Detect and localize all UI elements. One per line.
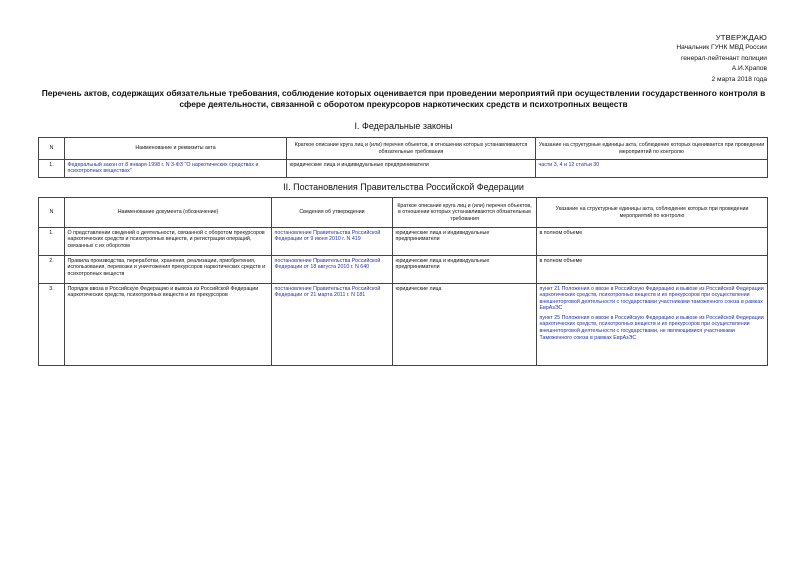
approval-link[interactable]: постановление Правительства Российской Федерации от 9 июня 2010 г. N 419 [272,228,393,256]
table-header-row [39,138,768,160]
row-structural-units [537,284,768,366]
row-persons: юридические лица и индивидуальные предприниматели [287,160,536,178]
row-document-name: О представлении сведений о деятельности, связанной с оборотом прекурсоров наркотических средств и психотропных веществ, и регистрации операций, связанных с их оборотом [65,228,272,256]
section-title-government-decrees: II. Постановления Правительства Российской Федерации [283,182,524,192]
table-row [39,228,768,256]
row-num: 2. [39,256,65,284]
table-header-row [39,198,768,228]
approval-link[interactable]: постановление Правительства Российской Федерации от 21 марта 2011 г. N 181 [272,284,393,366]
table-row [39,256,768,284]
row-num: 1. [39,160,65,178]
table-row [39,160,768,178]
header-document-name: Наименование документа (обозначение) [65,198,272,228]
structural-unit-link[interactable]: пункт 25 Положения о ввозе в Российскую Федерацию и вывозе из Российской Федерации наркотических средств, психотропных веществ и их прекурсоров при осуществлении внешнеторговой деятельности с государствами, не являющимися участниками Таможенного союза в рамках ЕврАзЭС [539,314,764,341]
structural-unit-link[interactable]: пункт 21 Положения о ввозе в Российскую Федерацию и вывозе из Российской Федерации наркотических средств, психотропных веществ и их прекурсоров при осуществлении внешнеторговой деятельности с государствами участниками таможенного союза в рамках ЕврАзЭС [539,285,764,312]
approval-block [676,33,767,85]
approval-rank: генерал-лейтенант полиции [681,54,767,62]
row-document-name: Порядок ввоза в Российскую Федерацию и вывоза из Российской Федерации наркотических средств, психотропных веществ и их прекурсоров [65,284,272,366]
row-persons: юридические лица [393,284,537,366]
header-num: N [39,198,65,228]
row-persons: юридические лица и индивидуальные предприниматели [393,228,537,256]
header-num: N [39,138,65,160]
document-title: Перечень актов, содержащих обязательные требования, соблюдение которых оценивается при проведении мероприятий при осуществлении государственного контроля в сфере деятельности, связанной с оборотом прекурсоров наркотических средств и психотропных веществ [41,88,766,109]
approval-date: 2 марта 2018 года [711,75,767,83]
section-title-federal-laws: I. Федеральные законы [354,121,453,131]
header-persons: Краткое описание круга лиц и (или) перечня объектов, в отношении которых устанавливаются обязательные требования [393,198,537,228]
row-persons: юридические лица и индивидуальные предприниматели [393,256,537,284]
header-structural-units: Указание на структурные единицы акта, соблюдение которых при проведении мероприятий по контролю [537,198,768,228]
approval-link[interactable]: постановление Правительства Российской Федерации от 18 августа 2010 г. N 640 [272,256,393,284]
federal-laws-table [38,137,768,178]
header-approval-info: Сведения об утверждении [272,198,393,228]
header-act-name: Наименование и реквизиты акта [65,138,287,160]
header-structural-units: Указание на структурные единицы акта, соблюдение которых оценивается при проведении мероприятий по контролю [536,138,768,160]
row-document-name: Правила производства, переработки, хранения, реализации, приобретения, использования, перевозки и уничтожения прекурсоров наркотических средств и психотропных веществ [65,256,272,284]
act-link[interactable]: Федеральный закон от 8 января 1998 г. N 3-ФЗ "О наркотических средствах и психотропных веществах" [65,160,287,178]
row-structural-units [537,228,768,256]
approval-heading: УТВЕРЖДАЮ [715,33,767,42]
structural-unit-text: в полном объеме [539,257,583,264]
row-structural-units [537,256,768,284]
row-num: 3. [39,284,65,366]
approval-position: Начальник ГУНК МВД России [676,44,767,52]
header-persons: Краткое описание круга лиц и (или) перечня объектов, в отношении которых устанавливаются обязательные требования [287,138,536,160]
government-decrees-table [38,197,768,366]
structural-unit-link[interactable]: части 3, 4 и 12 статьи 30 [536,160,768,178]
row-num: 1. [39,228,65,256]
table-row [39,284,768,366]
approval-name: А.И.Храпов [731,65,767,73]
structural-unit-text: в полном объеме [539,229,583,236]
